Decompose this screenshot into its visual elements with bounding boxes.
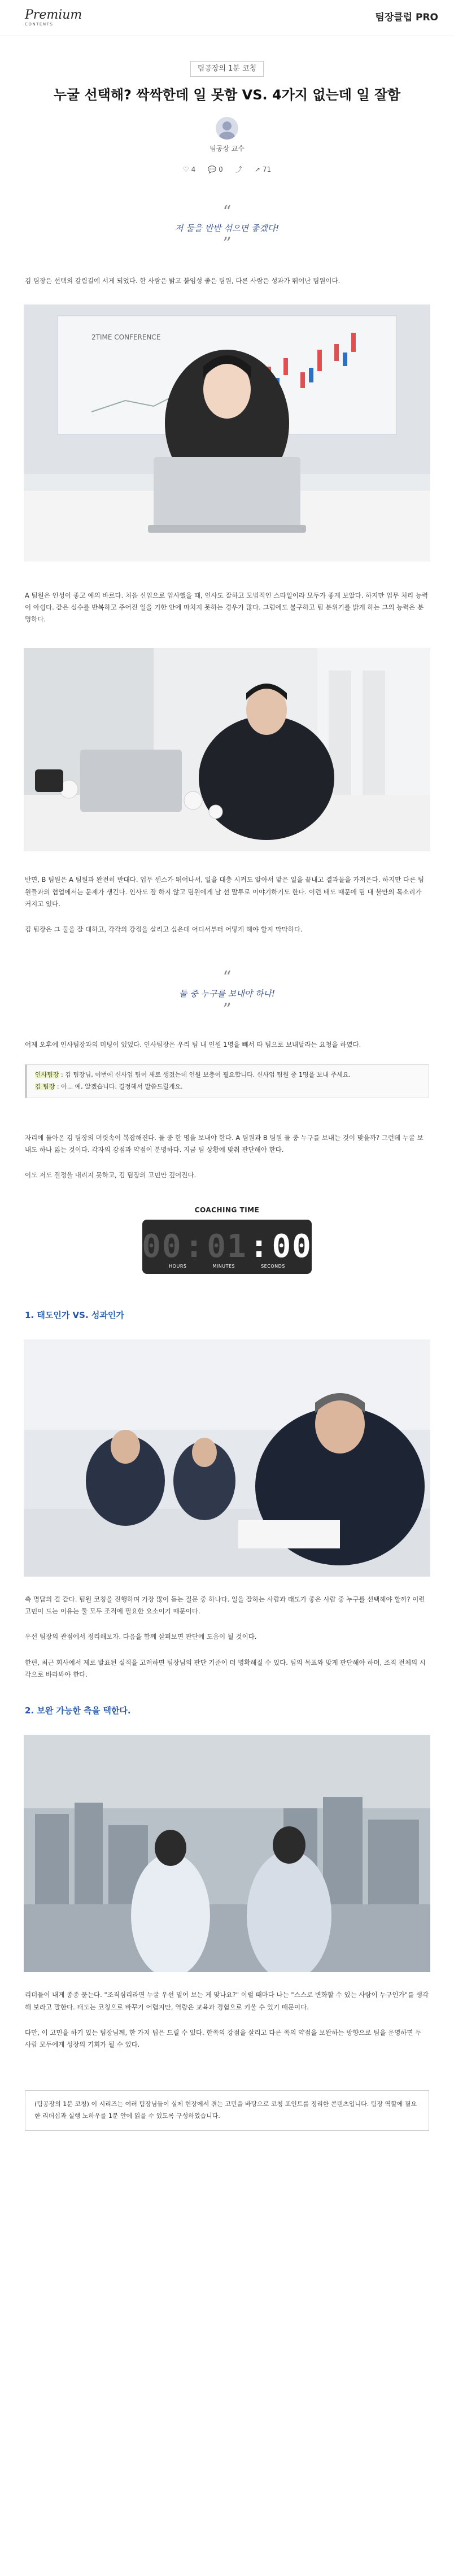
views-stat (255, 164, 271, 176)
paragraph-h: 우선 팀장의 관점에서 정리해보자. 다음을 함께 살펴보면 판단에 도움이 될 것이다. (25, 1633, 257, 1641)
seconds-label: SECONDS (261, 1263, 285, 1269)
author-name[interactable]: 팀공장 교수 (209, 145, 245, 153)
article-stats (0, 164, 454, 176)
logo-sub: CONTENTS (25, 22, 54, 27)
hours-label: HOURS (169, 1263, 187, 1269)
share-icon: ⤴ (235, 166, 242, 174)
author-byline (0, 143, 454, 155)
logo-main: Premium (25, 8, 82, 22)
views-icon: ↗ (254, 166, 260, 174)
like-count: 4 (191, 166, 196, 174)
paragraph-c: 김 팀장은 그 둘을 잘 대하고, 각각의 강점을 살리고 싶은데 어디서부터 어떻게 해야 할지 막막하다. (25, 925, 303, 934)
photo-city-view (24, 1735, 430, 1972)
timer-units (142, 1263, 312, 1270)
timer-hours: 00 (142, 1228, 182, 1265)
top-header (0, 0, 454, 36)
pull-quote-1: 저 둘을 반반 섞으면 좋겠다! (174, 223, 280, 234)
paragraph-j: 리더들이 내게 종종 묻는다. "조직심리라면 누굴 우선 밀어 보는 게 맞나요?" 이럴 때마다 나는 "스스로 변화할 수 있는 사람이 누구인가"를 생각해 보라고 말한다. 태도는 코칭으로 바꾸기 어렵지만, 역량은 교육과 경험으로 키울 수 있기 때문이다. (25, 1991, 429, 2011)
speaker-hr: 인사팀장 (35, 1071, 59, 1078)
intro-paragraph: 김 팀장은 선택의 갈림길에 서게 되었다. 한 사람은 밝고 붙임성 좋은 팀원, 다른 사람은 성과가 뛰어난 팀원이다. (25, 277, 340, 285)
views-count: 71 (262, 166, 272, 174)
timer-title: COACHING TIME (194, 1206, 260, 1214)
paragraph-b: 반면, B 팀원은 A 팀원과 완전히 반대다. 업무 센스가 뛰어나서, 일을 대충 시켜도 알아서 맡은 일을 끝내고 결과물을 가져온다. 하지만 다른 팀원들과의 협업에서는 문제가 생긴다. 인사도 잘 하지 않고 팀원에게 날 선 말투로 이야기하기도 한다. 이런 태도 때문에 팀 내 불만의 목소리가 커지고 있다. (25, 876, 425, 908)
dialog-line-2 (35, 1081, 421, 1093)
paragraph-f: 이도 저도 결정을 내리지 못하고, 김 팀장의 고민만 깊어진다. (25, 1171, 197, 1180)
photo-meeting (24, 1339, 430, 1577)
close-quote-icon-2: ” (222, 999, 232, 1020)
paragraph-e: 자리에 돌아온 김 팀장의 머릿속이 복잡해진다. 둘 중 한 명을 보내야 한다. A 팀원과 B 팀원 둘 중 누구를 보내는 것이 맞을까? 그런데 누굴 보내도 하나 잃는 것이다. 각자의 강점과 약점이 분명하다. 지금 팀 상황에 맞춰 판단해야 한다. (25, 1133, 424, 1154)
coaching-timer (0, 1204, 454, 1274)
comment-count: 0 (219, 166, 223, 174)
brand-title[interactable]: 팀장클럽 PRO (375, 11, 438, 23)
pull-quote-2: 둘 중 누구를 보내야 하나! (178, 989, 275, 999)
photo-woman-laptop (24, 304, 430, 562)
section-title-2: 2. 보완 가능한 측을 택한다. (25, 1705, 131, 1716)
svg-text:2TIME CONFERENCE: 2TIME CONFERENCE (91, 333, 161, 341)
heart-icon: ♡ (182, 166, 189, 174)
premium-logo[interactable] (25, 9, 82, 27)
series-footnote: (팀공장의 1분 코칭) 이 시리즈는 여러 팀장님들이 실제 현장에서 겪는 고민을 바탕으로 코칭 포인트를 정리한 콘텐츠입니다. 팀장 역할에 필요한 리더십과 실행 노하우를 1분 안에 읽을 수 있도록 구성하였습니다. (25, 2090, 429, 2131)
dialog-line-1 (35, 1069, 421, 1081)
timer-colon-1: : (184, 1228, 205, 1265)
open-quote-icon-2: “ (222, 968, 232, 988)
paragraph-d: 어제 오후에 인사팀장과의 미팅이 있었다. 인사팀장은 우리 팀 내 인원 1명을 빼서 타 팀으로 보내달라는 요청을 하였다. (25, 1040, 361, 1048)
dialog-text-1: : 김 팀장님, 이번에 신사업 팀이 새로 생겼는데 인원 보충이 필요합니다. 신사업 팀원 중 1명을 보내 주세요. (59, 1071, 351, 1078)
dialog-text-2: : 아... 예, 알겠습니다. 결정해서 말씀드릴게요. (55, 1082, 183, 1090)
dialog-box (25, 1064, 429, 1098)
comment-stat[interactable] (208, 164, 223, 176)
paragraph-i: 한편, 최근 회사에서 제로 발표된 실적을 고려하면 팀장님의 판단 기준이 더 명확해질 수 있다. 팀의 목표와 맞게 판단해야 하며, 조직 전체의 시각으로 바라봐야 한다. (25, 1658, 426, 1678)
author-avatar[interactable] (216, 117, 238, 140)
paragraph-g: 축 명답의 걸 같다. 팀원 코칭을 진행하며 가장 많이 듣는 질문 중 하나다. 일을 잘하는 사람과 태도가 좋은 사람 중 누구를 선택해야 할까? 이런 고민이 드는 이유는 둘 모두 조직에 필요한 요소이기 때문이다. (25, 1595, 425, 1616)
series-tag[interactable]: 팀공장의 1분 코칭 (190, 61, 264, 77)
close-quote-icon: ” (222, 234, 232, 254)
timer-display (142, 1220, 312, 1274)
comment-icon: 💬 (208, 166, 217, 174)
minutes-label: MINUTES (212, 1263, 235, 1269)
like-stat[interactable] (183, 164, 195, 176)
timer-colon-2: : (249, 1228, 270, 1265)
timer-seconds: 00 (272, 1228, 312, 1265)
article-title: 누굴 선택해? 싹싹한데 일 못함 VS. 4가지 없는데 일 잘함 (53, 86, 401, 103)
photo-man-desk (24, 648, 430, 851)
paragraph-k: 다만, 이 고민을 하기 있는 팀장님께, 한 가지 팁은 드릴 수 있다. 한쪽의 강점을 살리고 다른 쪽의 약점을 보완하는 방향으로 팀을 운영하면 두 사람 모두에게 성장의 기회가 될 수 있다. (25, 2028, 422, 2049)
speaker-kim: 김 팀장 (35, 1082, 55, 1090)
share-stat[interactable] (235, 164, 242, 176)
section-title-1: 1. 태도인가 VS. 성과인가 (25, 1309, 124, 1320)
paragraph-a: A 팀원은 인성이 좋고 예의 바르다. 처음 신입으로 입사했을 때, 인사도 잘하고 모범적인 스타일이라 모두가 좋게 보았다. 하지만 업무 처리 능력이 아쉽다. 같은 실수를 반복하고 주어진 일을 기한 안에 마치지 못하는 경우가 많다. 그럼에도 불구하고 팀 분위기를 밝게 하는 그의 능력은 분명하다. (25, 591, 429, 624)
open-quote-icon: “ (222, 202, 232, 223)
timer-minutes: 01 (207, 1228, 247, 1265)
